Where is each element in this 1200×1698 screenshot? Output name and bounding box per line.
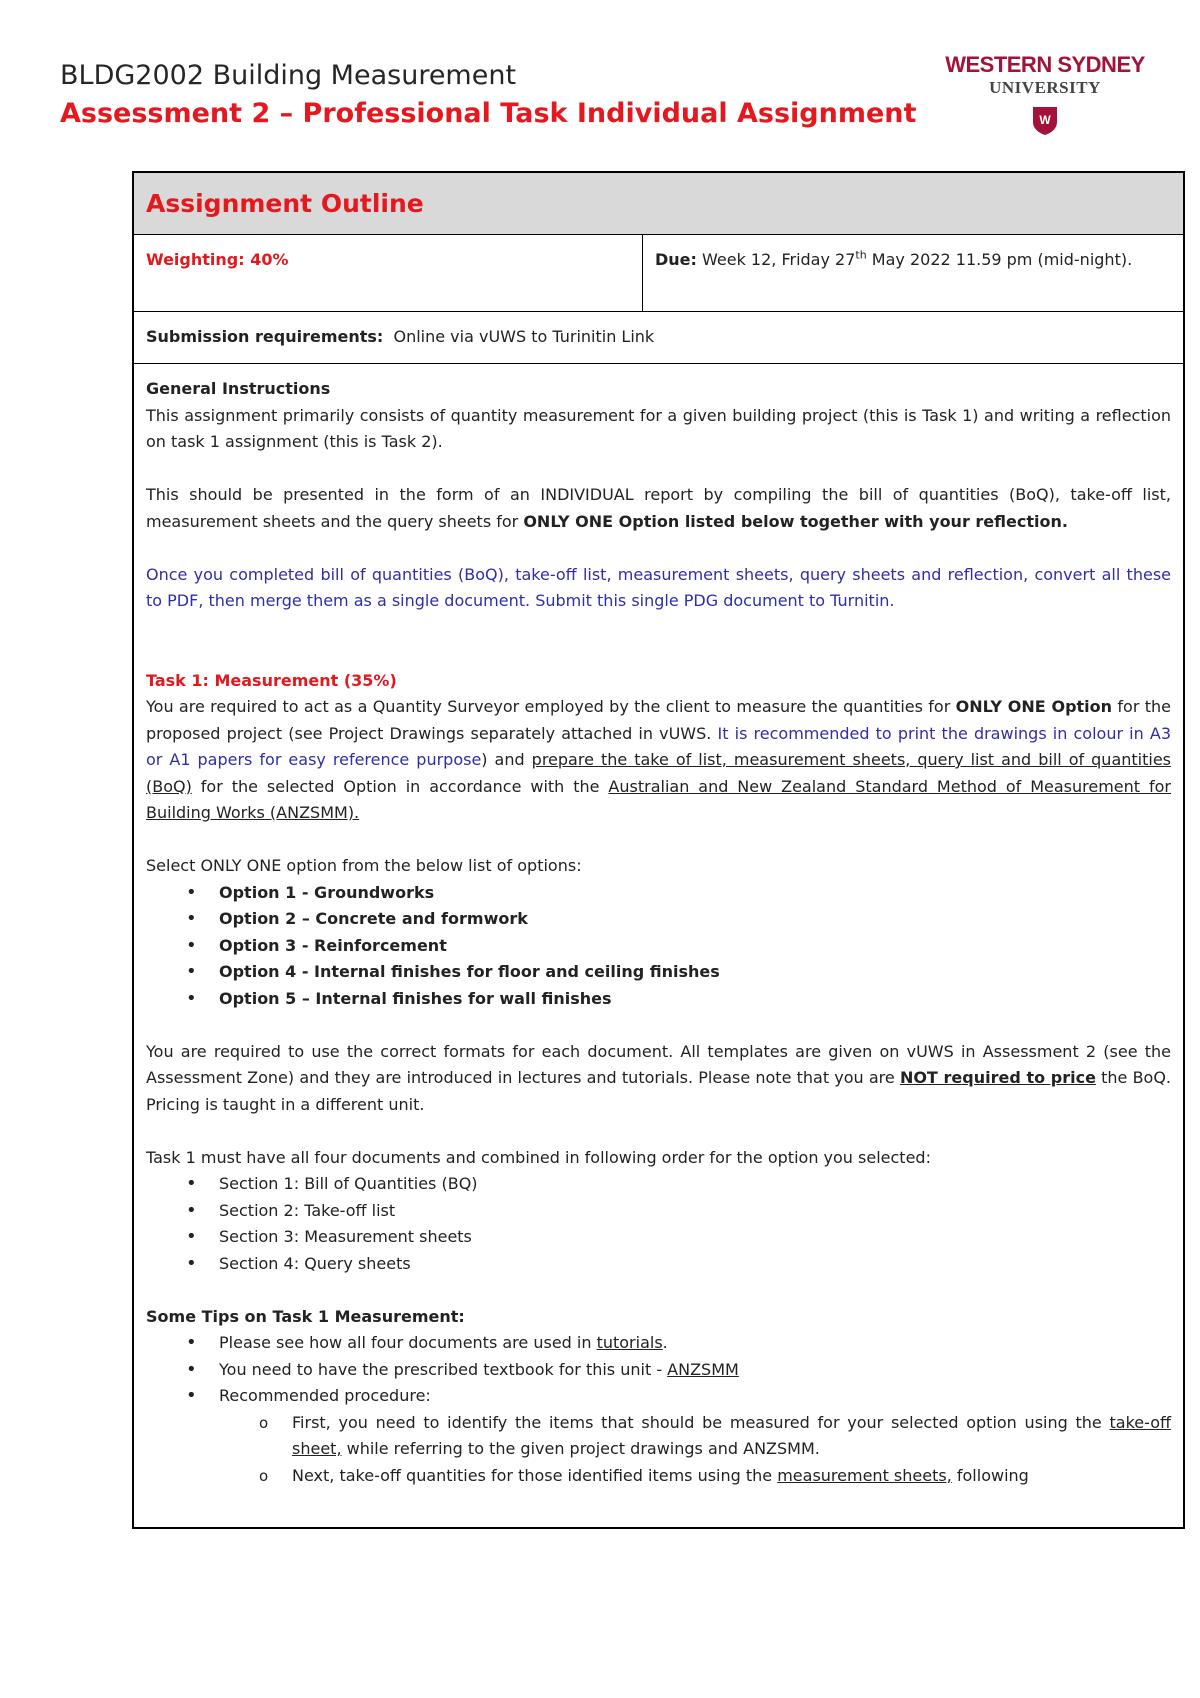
instructions-body bbox=[134, 364, 1183, 1527]
course-title: BLDG2002 Building Measurement bbox=[60, 60, 517, 91]
task1-heading: Task 1: Measurement (35%) bbox=[146, 670, 397, 690]
tutorials-link[interactable]: tutorials bbox=[596, 1333, 663, 1352]
option-item: Option 2 – Concrete and formwork bbox=[219, 909, 528, 928]
general-instructions-heading: General Instructions bbox=[146, 379, 331, 398]
logo-wordmark-line2: UNIVERSITY bbox=[989, 78, 1101, 97]
university-logo bbox=[935, 52, 1155, 136]
task1-p1-text-g: for the selected Option in accordance with the bbox=[191, 776, 609, 796]
tip1-period: . bbox=[662, 1333, 668, 1352]
general-paragraph-2 bbox=[146, 482, 1171, 535]
section-item: • Section 4: Query sheets bbox=[146, 1251, 1171, 1278]
section-item: • Section 1: Bill of Quantities (BQ) bbox=[146, 1171, 1171, 1198]
due-cell bbox=[643, 235, 1183, 311]
tips-list bbox=[146, 1330, 1171, 1489]
not-required-to-price: NOT required to price bbox=[899, 1068, 1096, 1087]
step2-text: Next, take-off quantities for those identified items using the bbox=[292, 1465, 778, 1485]
task1-paragraph-2 bbox=[146, 1039, 1171, 1119]
page-header bbox=[60, 58, 916, 134]
task1-p1-text-e: ) and bbox=[481, 750, 532, 769]
task1-p1-recommendation: It is recommended to print the drawings in colour in A3 or A1 papers for easy reference purpose bbox=[146, 723, 1172, 769]
weighting-due-row bbox=[134, 235, 1183, 312]
general-paragraph-2-bold: ONLY ONE Option listed below together with your reflection. bbox=[523, 511, 1068, 531]
anzsmm-reference: Australian and New Zealand Standard Method of Measurement for Building Works (ANZSMM). bbox=[146, 776, 1171, 822]
due-date-rest: May 2022 11.59 pm (mid-night). bbox=[866, 250, 1133, 269]
submission-value: Online via vUWS to Turinitin Link bbox=[383, 327, 655, 347]
general-paragraph-1: This assignment primarily consists of quantity measurement for a given building project (this is Task 1) and writing a reflection on task 1 assignment (this is Task 2). bbox=[146, 405, 1171, 451]
options-list bbox=[146, 880, 1171, 1013]
tip-item bbox=[146, 1357, 1171, 1384]
procedure-step bbox=[146, 1463, 1171, 1490]
section-item: • Section 3: Measurement sheets bbox=[146, 1224, 1171, 1251]
anzsmm-link[interactable]: ANZSMM bbox=[667, 1359, 739, 1379]
general-paragraph-2-text: This should be presented in the form of an INDIVIDUAL report by compiling the bill of quantities (BoQ), take-off list, measurement sheets and the query sheets for bbox=[146, 485, 1171, 531]
option-item: Option 3 - Reinforcement bbox=[219, 935, 447, 955]
assessment-title: Assessment 2 – Professional Task Individual Assignment bbox=[60, 98, 917, 129]
step1-text-end: while referring to the given project drawings and ANZSMM. bbox=[341, 1439, 820, 1458]
step2-text-end: following bbox=[951, 1465, 1029, 1485]
outline-header-row bbox=[134, 173, 1183, 235]
submission-instructions: Once you completed bill of quantities (BoQ), take-off list, measurement sheets, query sheets and reflection, convert all these to PDF, then merge them as a single document. Submit this single PDG document to Turnitin. bbox=[146, 564, 1171, 610]
task1-paragraph-1 bbox=[146, 694, 1171, 827]
sections-list bbox=[146, 1171, 1171, 1277]
option-item: Option 1 - Groundworks bbox=[219, 882, 435, 902]
procedure-step bbox=[146, 1410, 1171, 1463]
task1-p1-text-a: You are required to act as a Quantity Surveyor employed by the client to measure the quantities for bbox=[146, 697, 956, 716]
select-option-text: Select ONLY ONE option from the below list of options: bbox=[146, 856, 582, 875]
due-label: Due: bbox=[655, 250, 697, 269]
tip-item: • Recommended procedure: bbox=[146, 1383, 1171, 1410]
submission-row bbox=[134, 312, 1183, 364]
outline-title: Assignment Outline bbox=[146, 189, 424, 218]
take-off-sheet-link[interactable]: take-off sheet, bbox=[292, 1412, 1171, 1458]
step1-text: First, you need to identify the items that should be measured for your selected option using the bbox=[292, 1412, 1110, 1432]
weighting-text: Weighting: 40% bbox=[146, 250, 289, 269]
logo-letter: W bbox=[1039, 113, 1051, 127]
option-item: Option 5 – Internal finishes for wall finishes bbox=[219, 988, 612, 1008]
document-order-text: Task 1 must have all four documents and combined in following order for the option you selected: bbox=[146, 1147, 931, 1167]
task1-p1-underlined: prepare the take of list, measurement sheets, query list and bill of quantities (BoQ) bbox=[146, 750, 1172, 796]
task1-p1-bold: ONLY ONE Option bbox=[955, 697, 1113, 716]
logo-wordmark-line1: WESTERN SYDNEY bbox=[945, 52, 1145, 77]
task1-p2-text-c: the BoQ. Pricing is taught in a different unit. bbox=[146, 1068, 1172, 1114]
task1-p1-text-c: for the proposed project (see Project Drawings separately attached in vUWS. bbox=[146, 697, 1171, 743]
due-date-ordinal: th bbox=[855, 248, 867, 262]
submission-label: Submission requirements: bbox=[146, 327, 384, 347]
tip-item bbox=[146, 1330, 1171, 1357]
shield-icon bbox=[1032, 106, 1058, 136]
measurement-sheets-link[interactable]: measurement sheets, bbox=[777, 1465, 952, 1485]
tip2-text: You need to have the prescribed textbook for this unit - bbox=[219, 1359, 668, 1379]
weighting-cell bbox=[134, 235, 643, 311]
tip1-text: Please see how all four documents are used in bbox=[219, 1333, 597, 1352]
assignment-outline-table bbox=[132, 171, 1185, 1529]
tips-heading: Some Tips on Task 1 Measurement: bbox=[146, 1306, 465, 1326]
section-item: • Section 2: Take-off list bbox=[146, 1198, 1171, 1225]
task1-p2-text-a: You are required to use the correct formats for each document. All templates are given on vUWS in Assessment 2 (see the Assessment Zone) and they are introduced in lectures and tutorials. Please note that you are bbox=[146, 1041, 1171, 1087]
option-item: Option 4 - Internal finishes for floor and ceiling finishes bbox=[219, 962, 720, 981]
due-date-text: Week 12, Friday 27 bbox=[696, 250, 856, 269]
